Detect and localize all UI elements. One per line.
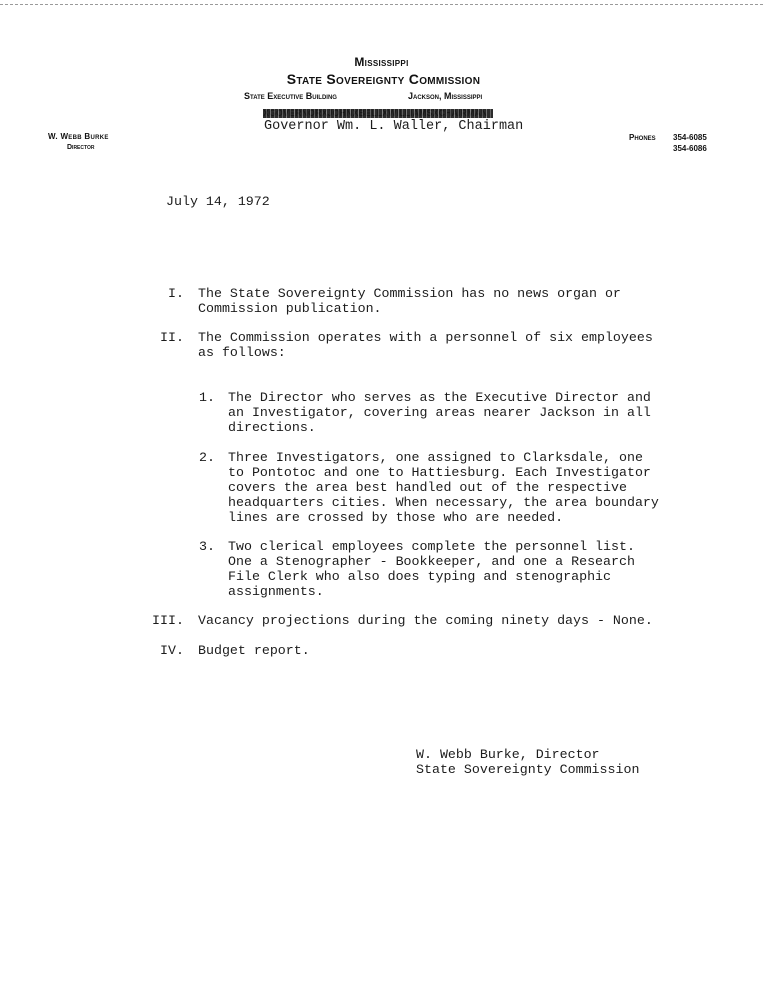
item-text — [228, 390, 651, 435]
letterhead-commission: State Sovereignty Commission — [286, 71, 481, 87]
section-text — [198, 286, 621, 316]
text-line: Two clerical employees complete the personnel list. — [228, 539, 635, 554]
text-line: Commission publication. — [198, 301, 382, 316]
strikeout-overtype — [263, 109, 493, 118]
signature-block — [416, 747, 639, 777]
item-number: 2. — [199, 450, 215, 465]
letterhead-building: State Executive Building — [244, 91, 337, 101]
letterhead-phone-1: 354-6085 — [673, 133, 707, 142]
text-line: Budget report. — [198, 643, 310, 658]
letterhead-governor: Governor Wm. L. Waller, Chairman — [264, 119, 524, 134]
page-top-border — [0, 4, 763, 5]
section-numeral: III. — [152, 613, 184, 628]
item-number: 3. — [199, 539, 215, 554]
section-numeral: IV. — [160, 643, 184, 658]
text-line: The Director who serves as the Executive Director and — [228, 390, 651, 405]
section-text — [198, 643, 310, 658]
letterhead-phone-2: 354-6086 — [673, 144, 707, 153]
letterhead-director-name: W. Webb Burke — [48, 132, 109, 141]
text-line: to Pontotoc and one to Hattiesburg. Each Investigator — [228, 465, 651, 480]
letterhead-phones-label: Phones — [629, 133, 656, 142]
item-text — [228, 539, 635, 599]
letterhead-director-title: Director — [67, 144, 95, 151]
item-text — [228, 450, 659, 525]
section-numeral: II. — [160, 330, 184, 345]
text-line: Vacancy projections during the coming ninety days - None. — [198, 613, 653, 628]
text-line: headquarters cities. When necessary, the area boundary — [228, 495, 659, 510]
text-line: Three Investigators, one assigned to Clarksdale, one — [228, 450, 643, 465]
text-line: covers the area best handled out of the respective — [228, 480, 627, 495]
section-text — [198, 613, 653, 628]
text-line: The Commission operates with a personnel of six employees — [198, 330, 653, 345]
text-line: The State Sovereignty Commission has no news organ or — [198, 286, 621, 301]
signature-org: State Sovereignty Commission — [416, 762, 640, 777]
letterhead-state: Mississippi — [354, 55, 409, 69]
text-line: File Clerk who also does typing and stenographic — [228, 569, 612, 584]
text-line: lines are crossed by those who are needed. — [228, 510, 564, 525]
text-line: assignments. — [228, 584, 324, 599]
text-line: as follows: — [198, 345, 286, 360]
section-text — [198, 330, 653, 360]
letter-date: July 14, 1972 — [166, 194, 270, 209]
letterhead-city: Jackson, Mississippi — [408, 91, 483, 101]
text-line: directions. — [228, 420, 316, 435]
text-line: an Investigator, covering areas nearer Jackson in all — [228, 405, 651, 420]
item-number: 1. — [199, 390, 215, 405]
signature-name: W. Webb Burke, Director — [416, 747, 600, 762]
text-line: One a Stenographer - Bookkeeper, and one a Research — [228, 554, 635, 569]
section-numeral: I. — [168, 286, 184, 301]
